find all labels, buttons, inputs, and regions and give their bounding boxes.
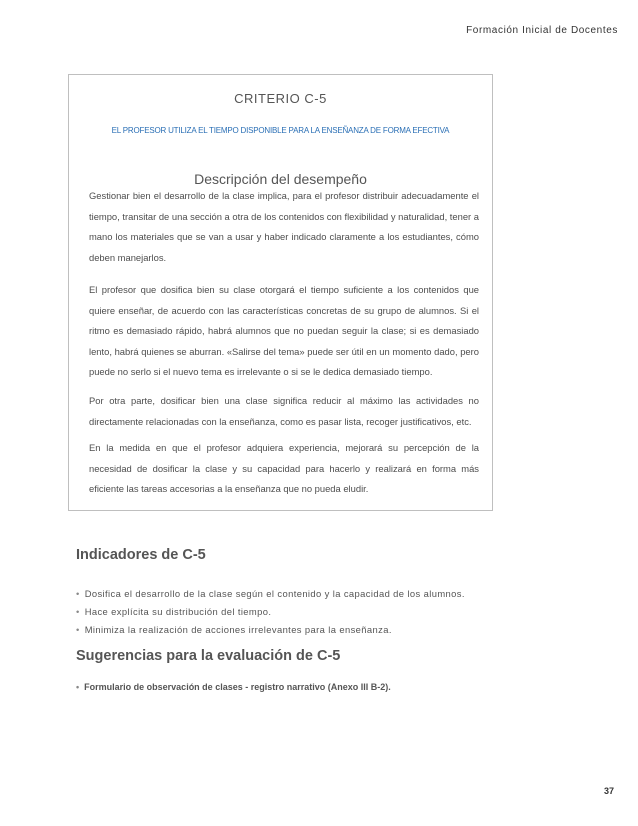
bullet-icon: • [76, 606, 80, 617]
list-item [76, 678, 391, 696]
criterion-title: CRITERIO C-5 [234, 91, 327, 106]
indicator-text: Hace explícita su distribución del tiempo. [84, 606, 272, 617]
indicators-list [76, 585, 465, 639]
indicator-text: Minimiza la realización de acciones irrelevantes para la enseñanza. [84, 624, 392, 635]
description-paragraph: Por otra parte, dosificar bien una clase significa reducir al máximo las actividades no directamente relacionadas con la enseñanza, como es pasar lista, recoger justificativos, etc. [89, 395, 479, 427]
page-number: 37 [603, 786, 614, 796]
description-paragraph: Gestionar bien el desarrollo de la clase implica, para el profesor distribuir adecuadamente el tiempo, transitar de una sección a otra de los contenidos con flexibilidad y naturalidad, tener a mano los materiales que se van a usar y haber indicado claramente a los estudiantes, cómo deben manejarlos. [89, 190, 479, 263]
description-paragraph: En la medida en que el profesor adquiera experiencia, mejorará su percepción de la necesidad de dosificar la clase y su capacidad para hacerlo y realizará en forma más eficiente las tareas accesorias a la enseñanza que no pueda eludir. [89, 442, 479, 494]
bullet-icon: • [76, 682, 80, 692]
list-item [76, 585, 465, 603]
list-item [76, 603, 465, 621]
suggestions-heading: Sugerencias para la evaluación de C-5 [76, 648, 341, 664]
suggestions-list [76, 678, 391, 696]
bullet-icon: • [76, 624, 80, 635]
bullet-icon: • [76, 588, 80, 599]
page-header: Formación Inicial de Docentes [466, 25, 618, 36]
indicators-heading: Indicadores de C-5 [76, 547, 206, 563]
criterion-subtitle: EL PROFESOR UTILIZA EL TIEMPO DISPONIBLE PARA LA ENSEÑANZA DE FORMA EFECTIVA [111, 126, 450, 135]
description-paragraph: El profesor que dosifica bien su clase otorgará el tiempo suficiente a los contenidos que quiere enseñar, de acuerdo con las características concretas de su grupo de alumnos. Si el ritmo es demasiado rápido, habrá alumnos que no puedan seguir la clase; si es demasiado lento, habrá quienes se aburran. «Salirse del tema» puede ser útil en un momento dado, pero puede no serlo si el nuevo tema es irrelevante o si se le dedica demasiado tiempo. [89, 284, 479, 377]
list-item [76, 621, 465, 639]
description-title: Descripción del desempeño [194, 171, 367, 187]
suggestion-text: Formulario de observación de clases - registro narrativo (Anexo III B-2). [84, 682, 391, 692]
criterion-box [68, 74, 493, 511]
indicator-text: Dosifica el desarrollo de la clase según el contenido y la capacidad de los alumnos. [84, 588, 465, 599]
